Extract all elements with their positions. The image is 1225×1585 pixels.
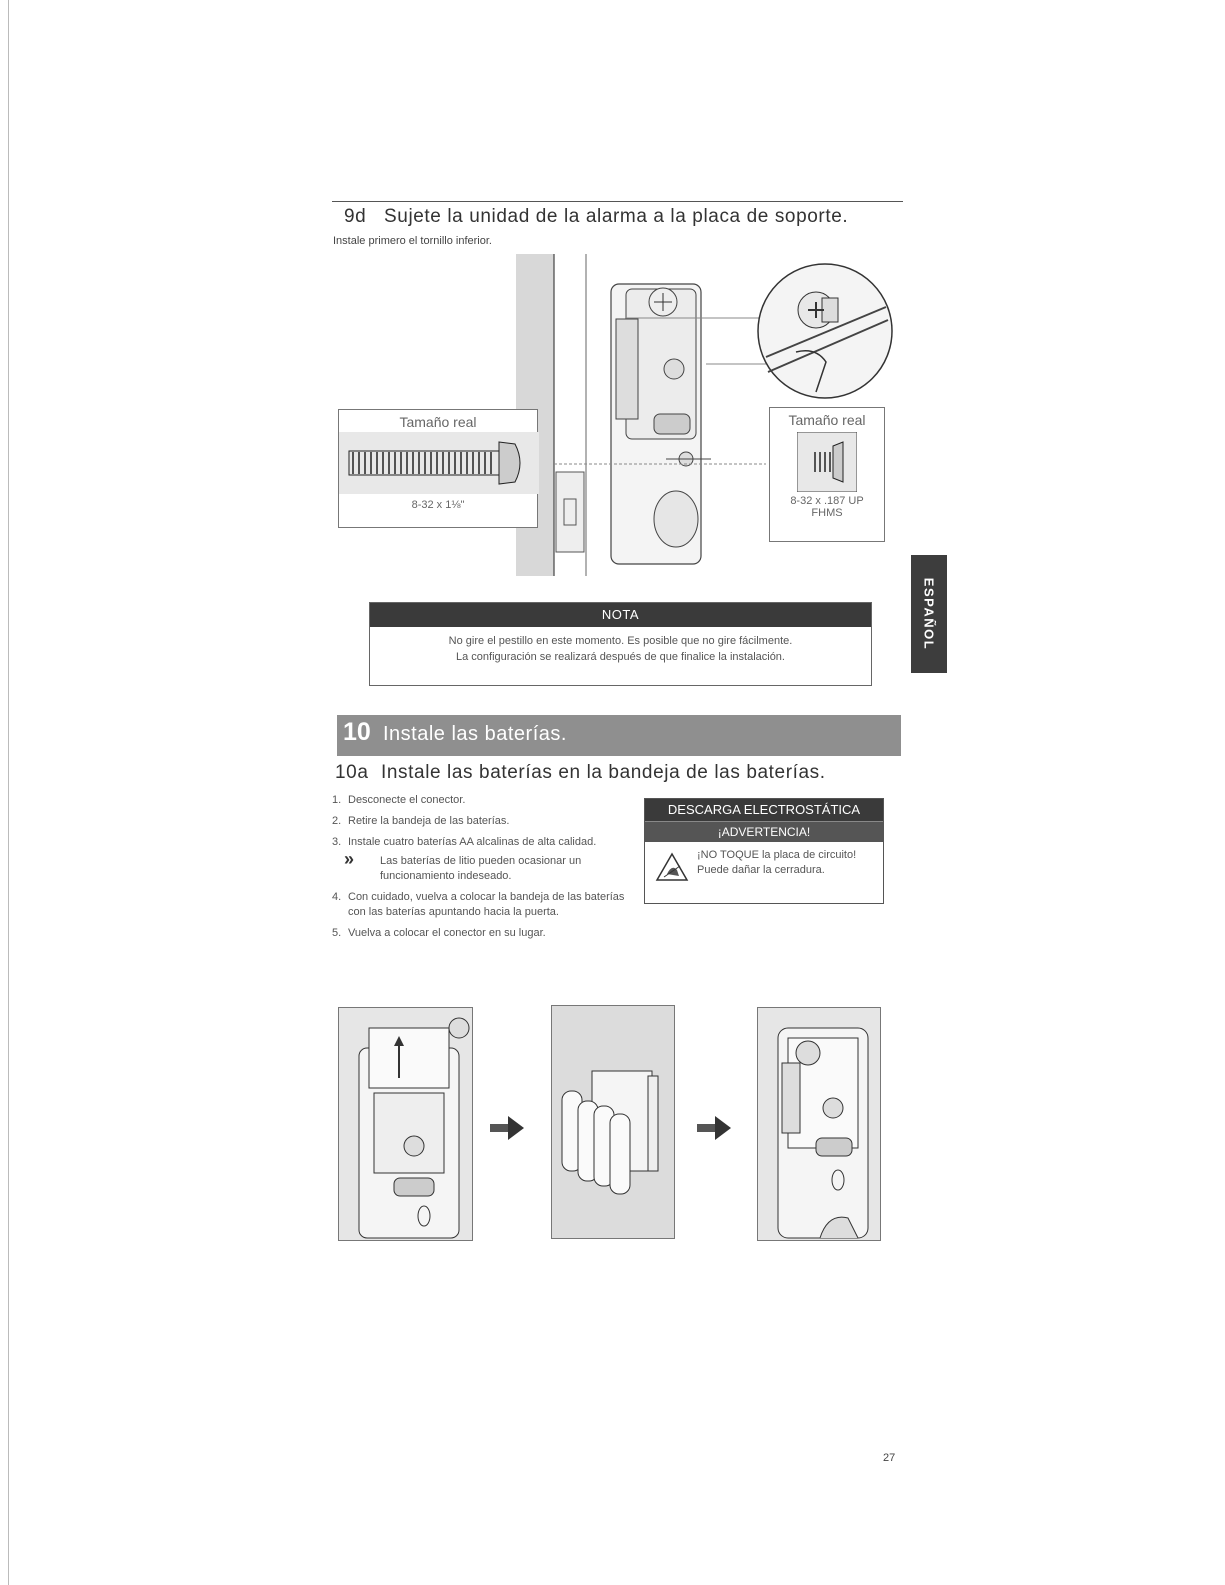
- language-side-tab: [911, 555, 947, 673]
- arrow-right-icon: [490, 1114, 526, 1142]
- step-text: Instale cuatro baterías AA alcalinas de alta calidad.: [348, 836, 597, 848]
- section-9d-heading: [344, 206, 848, 228]
- section-10-band: [337, 715, 901, 756]
- steps-list: [332, 793, 632, 947]
- screw-right-spec-line2: FHMS: [811, 507, 843, 519]
- list-item: [332, 814, 632, 829]
- section-9d-subtitle: Instale primero el tornillo inferior.: [333, 235, 492, 247]
- step-text: Vuelva a colocar el conector en su lugar.: [348, 927, 546, 939]
- page-edge-line: [8, 0, 9, 1585]
- battery-tray-drawing: [552, 1006, 675, 1239]
- step-text: Desconecte el conector.: [348, 794, 466, 806]
- screw-left-spec: 8-32 x 1⅛": [411, 499, 465, 511]
- section-9d-number: 9d: [344, 206, 367, 227]
- warning-text: ¡NO TOQUE la placa de circuito! Puede dañar la cerradura.: [697, 849, 857, 876]
- nota-box: [369, 602, 872, 686]
- section-10a-heading: [335, 762, 826, 784]
- top-rule: [332, 201, 903, 202]
- section-10a-number: 10a: [335, 762, 369, 783]
- section-10-title: Instale las baterías.: [383, 723, 567, 745]
- warning-heading: DESCARGA ELECTROSTÁTICA: [645, 799, 883, 821]
- esd-warning-icon: [655, 852, 689, 882]
- screw-right-spec-line1: 8-32 x .187 UP: [790, 495, 864, 507]
- screw-left-size-label: Tamaño real: [399, 414, 477, 430]
- page-number: 27: [883, 1452, 896, 1464]
- battery-step-illustration-1: [338, 1007, 473, 1241]
- section-10-number: 10: [343, 718, 371, 746]
- screw-detail-magnifier: [756, 262, 894, 400]
- list-item: [332, 793, 632, 808]
- screw-detail-drawing: [756, 262, 894, 400]
- machine-screw-icon: [339, 432, 539, 494]
- double-chevron-icon: »: [344, 849, 355, 869]
- nota-heading: NOTA: [370, 603, 871, 627]
- esd-warning-box: [644, 798, 884, 904]
- section-9d-title: Sujete la unidad de la alarma a la placa de soporte.: [384, 206, 849, 227]
- step-number: 3.: [332, 836, 342, 848]
- nota-line-2: La configuración se realizará después de que finalice la instalación.: [456, 651, 785, 663]
- screw-size-box-right: [769, 407, 885, 542]
- section-10a-title: Instale las baterías en la bandeja de las baterías.: [381, 762, 826, 783]
- screw-right-size-label: Tamaño real: [788, 412, 866, 428]
- step-number: 1.: [332, 794, 342, 806]
- reinstall-tray-drawing: [758, 1008, 881, 1241]
- screw-size-box-left: [338, 409, 538, 528]
- language-side-tab-label: ESPAÑOL: [921, 577, 937, 651]
- list-item: [332, 835, 628, 850]
- step-text: Con cuidado, vuelva a colocar la bandeja de las baterías con las baterías apuntando hacia la puerta.: [348, 891, 625, 918]
- step-number: 5.: [332, 927, 342, 939]
- flat-head-screw-icon: [797, 432, 857, 492]
- list-item: [332, 926, 632, 941]
- list-item: [332, 890, 628, 920]
- nota-line-1: No gire el pestillo en este momento. Es posible que no gire fácilmente.: [448, 635, 793, 647]
- battery-step-illustration-3: [757, 1007, 881, 1241]
- remove-tray-drawing: [339, 1008, 473, 1241]
- lithium-note-text: Las baterías de litio pueden ocasionar un funcionamiento indeseado.: [380, 855, 582, 882]
- step-number: 4.: [332, 891, 342, 903]
- warning-subheading: ¡ADVERTENCIA!: [645, 821, 883, 842]
- battery-step-illustration-2: [551, 1005, 675, 1239]
- arrow-right-icon: [697, 1114, 733, 1142]
- step-text: Retire la bandeja de las baterías.: [348, 815, 510, 827]
- step-number: 2.: [332, 815, 342, 827]
- lithium-note: [344, 849, 650, 884]
